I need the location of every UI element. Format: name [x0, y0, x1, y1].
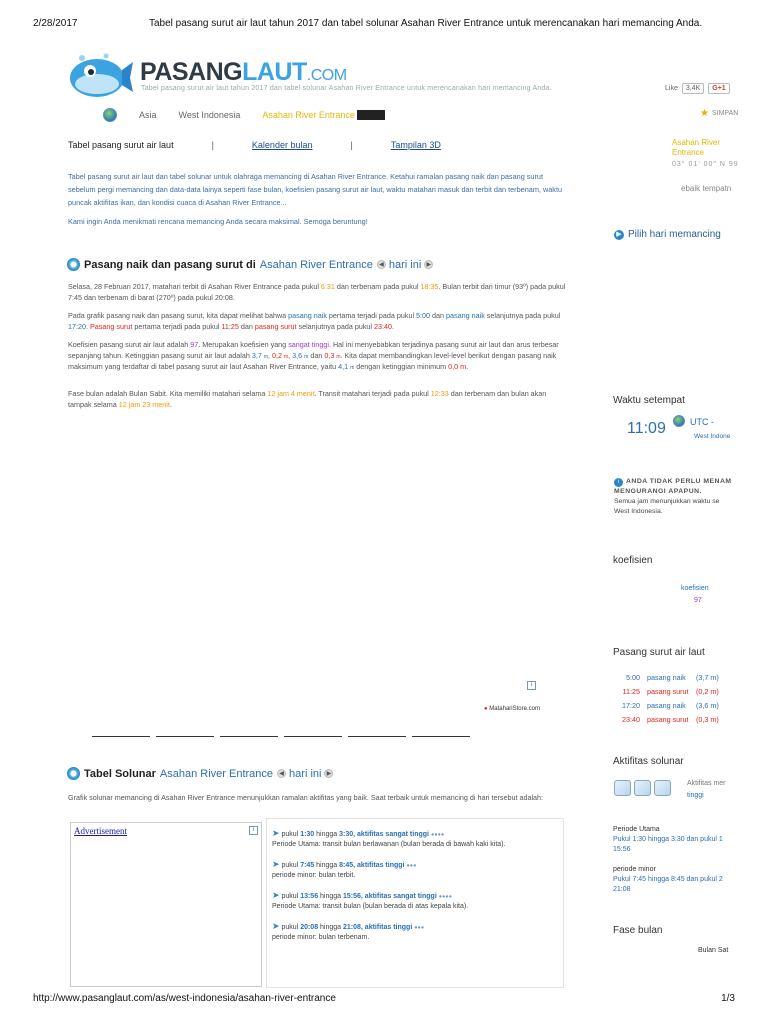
pick-day-link[interactable] — [614, 229, 721, 240]
side-location-name[interactable]: Asahan River Entrance — [672, 138, 721, 157]
advertisement[interactable] — [70, 822, 262, 987]
solunar-period-list — [272, 828, 562, 952]
next-day-icon[interactable]: ▶ — [324, 769, 333, 778]
tide-summary-table — [614, 670, 738, 726]
tide-row: 5:00 pasang naik (3,7 m) — [626, 672, 719, 682]
print-title: Tabel pasang surut air laut tahun 2017 dan tabel solunar Asahan River Entrance untuk merencanakan hari memancing Anda. — [149, 18, 703, 29]
tide-times-paragraph: Pada grafik pasang naik dan pasang surut, kita dapat melihat bahwa pasang naik pertama terjadi pada pukul 5:00 dan pasang naik selanjutnya pada pukul 17:20. Pasang surut pertama terjadi pada pukul 11:25 dan pasang surut selanjutnya pada pukul 23:40. — [68, 311, 561, 331]
intro-wish: Kami ingin Anda menikmati rencana memancing Anda secara maksimal. Semoga beruntung! — [68, 217, 368, 226]
tab-separator: | — [350, 140, 353, 150]
arrow-right-icon: ▶ — [614, 230, 624, 240]
local-time-title: Waktu setempat — [613, 395, 685, 406]
timezone-name[interactable]: West Indone — [694, 433, 731, 440]
solunar-period: ➤ pukul 7:45 hingga 8:45, aktifitas tinggi ●●● periode minor: bulan terbit. — [272, 859, 417, 879]
tide-summary-title: Pasang surut air laut — [613, 647, 705, 658]
solunar-period: ➤ pukul 1:30 hingga 3:30, aktifitas sangat tinggi ●●●● Periode Utama: transit bulan berlawanan (bulan berada di bawah kaki kita). — [272, 828, 506, 848]
utc-offset: UTC - — [690, 417, 714, 427]
moon-phase-title: Fase bulan — [613, 925, 663, 936]
coefficient-paragraph: Koefisien pasang surut air laut adalah 97. Merupakan koefisien yang sangat tinggi. Hal ini menyebabkan terjadinya pasang surut air laut dan arus terbesar sepanjang tahun. Ketinggian pasang surut air laut adalah 3,7 m, 0,2 m, 3,6 m dan 0,3 m. Kita dapat membandingkan level-level berikut dengan pasang naik maksimum yang terdaftar di tabel pasang surut air laut Asahan River Entrance, yaitu 4,1 m dengan ketinggian minimum 0,0 m. — [68, 340, 559, 371]
breadcrumb-asia[interactable]: Asia — [139, 110, 157, 120]
solunar-icon — [67, 767, 80, 780]
tide-icon — [67, 258, 80, 271]
print-page-number: 1/3 — [721, 993, 735, 1004]
solunar-intro: Grafik solunar memancing di Asahan River Entrance menunjukkan ramalan aktifitas yang baik. Saat terbaik untuk memancing di hari tersebut adalah: — [68, 793, 544, 802]
tide-row: 17:20 pasang naik (3,6 m) — [622, 700, 719, 710]
solunar-period: ➤ pukul 20:08 hingga 21:08, aktifitas tinggi ●●● periode minor: bulan terbenam. — [272, 921, 425, 941]
play-arrow-icon: ➤ — [272, 921, 280, 931]
star-icon: ★ — [700, 108, 709, 119]
favorite-button[interactable] — [700, 108, 738, 119]
coefficient-label: koefisien — [681, 585, 709, 592]
today-label[interactable]: hari ini — [289, 767, 322, 780]
social-buttons — [665, 83, 730, 94]
site-logo[interactable]: PASANGLAUT.COM — [140, 58, 347, 86]
pick-day-label: Pilih hari memancing — [628, 229, 721, 240]
daylight-paragraph: Fase bulan adalah Bulan Sabit. Kita memiliki matahari selama 12 jam 4 menit. Transit matahari terjadi pada pukul 12:33 dan terbenam dan bulan akan tampak selama 12 jam 23 menit. — [68, 389, 547, 409]
tab-tide-table[interactable]: Tabel pasang surut air laut — [68, 140, 174, 150]
fish-icon — [634, 780, 651, 796]
advertisement-link[interactable]: Advertisement — [74, 826, 127, 836]
tide-row: 11:25 pasang surut (0,2 m) — [622, 686, 719, 696]
local-clock: 11:09 — [627, 420, 666, 437]
tide-location-link[interactable]: Asahan River Entrance — [259, 258, 373, 271]
tab-3d-view[interactable]: Tampilan 3D — [390, 140, 441, 150]
pufferfish-logo-icon[interactable] — [64, 52, 134, 102]
globe-icon — [673, 415, 685, 427]
print-url: http://www.pasanglaut.com/as/west-indonesia/asahan-river-entrance — [33, 993, 336, 1004]
print-date: 2/28/2017 — [33, 18, 78, 29]
activity-summary: Aktifitas mer tinggi — [687, 780, 726, 799]
solunar-activity-title: Aktifitas solunar — [613, 756, 684, 767]
tide-section-heading: Pasang naik dan pasang surut di Asahan River Entrance ◀ hari ini ▶ — [67, 258, 433, 271]
side-coordinates: 03° 01' 00" N 99 — [672, 161, 739, 168]
prev-day-icon[interactable]: ◀ — [377, 260, 386, 269]
solunar-section-heading: Tabel Solunar Asahan River Entrance ◀ hari ini ▶ — [67, 767, 333, 780]
play-arrow-icon: ➤ — [272, 859, 280, 869]
intro-text: Tabel pasang surut air laut dan tabel solunar untuk olahraga memancing di Asahan River Entrance. Ketahui ramalan pasang naik dan pasang surut sebelum pergi memancing dan data-data lainya seperti fase bulan, koefisien pasang surut air laut, waktu matahari masuk dan terbit dan terbenam, waktu puncak aktifitas ikan, dan kondisi cuaca di Asahan River Entrance... — [68, 172, 563, 207]
fish-icon — [654, 780, 671, 796]
moon-phase-value: Bulan Sat — [698, 947, 729, 954]
minor-period: periode minor Pukul 7:45 hingga 8:45 dan pukul 2 21:08 — [613, 866, 723, 893]
location-dropdown[interactable] — [357, 110, 385, 120]
ad-credit[interactable]: ● MatahariStore.com — [484, 706, 540, 712]
play-arrow-icon: ➤ — [272, 890, 280, 900]
side-nearby: ebaik tempatn — [681, 184, 732, 193]
sun-logo-icon: ● — [484, 706, 488, 712]
breadcrumb — [103, 108, 385, 122]
breadcrumb-west-indonesia[interactable]: West Indonesia — [178, 110, 241, 120]
info-icon: i — [614, 478, 623, 487]
today-label[interactable]: hari ini — [388, 258, 422, 271]
breadcrumb-location[interactable]: Asahan River Entrance — [262, 110, 355, 120]
tab-bar — [68, 140, 441, 150]
ad-info-icon[interactable]: i — [527, 681, 536, 690]
sun-moon-paragraph: Selasa, 28 Februari 2017, matahari terbit di Asahan River Entrance pada pukul 6:31 dan terbenam pada pukul 18:35. Bulan terbit dari timur (93º) pada pukul 7:45 dan terbenam di barat (270º) pada pukul 20:08. — [68, 282, 566, 302]
play-arrow-icon: ➤ — [272, 828, 280, 838]
prev-day-icon[interactable]: ◀ — [277, 769, 286, 778]
like-count: 3,4K — [682, 83, 704, 94]
next-day-icon[interactable]: ▶ — [424, 260, 433, 269]
divider-row — [92, 736, 470, 737]
tide-row: 23:40 pasang surut (0,3 m) — [622, 714, 719, 724]
tab-moon-calendar[interactable]: Kalender bulan — [251, 140, 313, 150]
favorite-label: SIMPAN — [711, 110, 739, 117]
globe-icon[interactable] — [103, 108, 117, 122]
tab-separator: | — [211, 140, 214, 150]
like-label[interactable]: Like — [665, 85, 678, 92]
coefficient-title: koefisien — [613, 555, 653, 566]
solunar-location-link[interactable]: Asahan River Entrance — [159, 767, 274, 780]
site-tagline: Tabel pasang surut air laut tahun 2017 dan tabel solunar Asahan River Entrance untuk merencanakan hari memancing Anda. — [141, 85, 552, 92]
solunar-period: ➤ pukul 13:56 hingga 15:56, aktifitas sangat tinggi ●●●● Periode Utama: transit bulan (bulan berada di atas kepala kita). — [272, 890, 469, 910]
fish-icon — [614, 780, 631, 796]
fish-activity-icons — [614, 780, 671, 796]
ad-info-icon[interactable]: i — [249, 826, 258, 835]
major-period: Periode Utama Pukul 1:30 hingga 3:30 dan pukul 1 15:56 — [613, 826, 723, 853]
coefficient-value: 97 — [694, 597, 702, 604]
time-notice: i ANDA TIDAK PERLU MENAM MENGURANGI APAPUN. Semua jam menunjukkan waktu se West Indonesia. — [614, 478, 732, 515]
gplus-button[interactable]: G+1 — [708, 83, 729, 94]
